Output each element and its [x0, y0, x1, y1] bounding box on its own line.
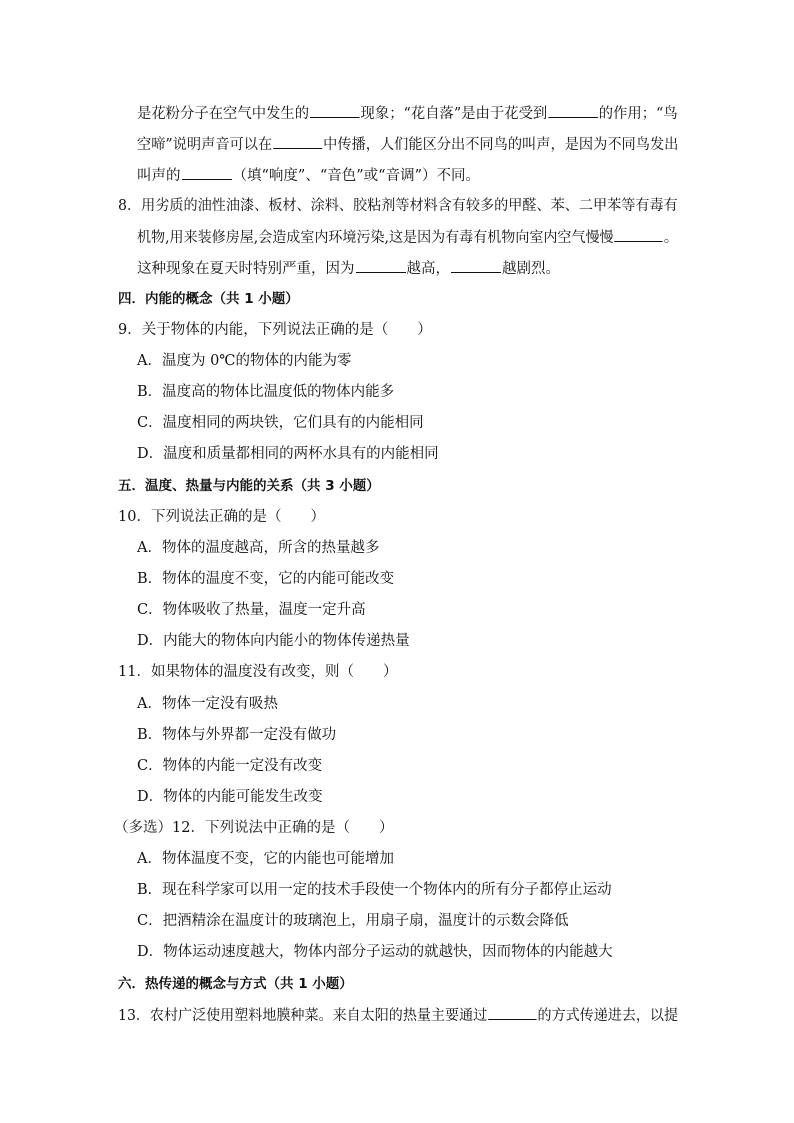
q11-option-a: A．物体一定没有吸热	[137, 696, 278, 712]
q9-option-d: D．温度和质量都相同的两杯水具有的内能相同	[137, 446, 439, 462]
q8-text: 。	[663, 230, 678, 246]
q11-option-b: B．物体与外界都一定没有做功	[137, 727, 337, 743]
q8-text: 越高，	[406, 261, 450, 277]
q7-text: 空啼”说明声音可以在	[137, 137, 273, 153]
q8-text: 越剧烈。	[502, 261, 560, 277]
q7-text: 的作用；“鸟	[598, 106, 678, 122]
q11-option-c: C．物体的内能一定没有改变	[137, 758, 323, 774]
q12-option-a: A．物体温度不变，它的内能也可能增加	[137, 851, 394, 867]
answer-blank	[548, 103, 597, 118]
q9-option-b: B．温度高的物体比温度低的物体内能多	[137, 384, 395, 400]
q7-line-1	[137, 103, 678, 124]
answer-blank	[615, 227, 663, 242]
q7-line-2	[137, 134, 678, 155]
q13-text: 13．农村广泛使用塑料地膜种菜。来自太阳的热量主要通过	[118, 1008, 488, 1024]
q12-option-d: D．物体运动速度越大，物体内部分子运动的就越快，因而物体的内能越大	[137, 944, 613, 960]
q7-text: 中传播，人们能区分出不同鸟的叫声，是因为不同鸟发出	[323, 137, 679, 153]
q9-option-c: C．温度相同的两块铁，它们具有的内能相同	[137, 415, 424, 431]
q7-text: 是花粉分子在空气中发生的	[137, 106, 310, 122]
q13-line-1	[118, 1005, 678, 1026]
q7-line-3	[137, 165, 480, 186]
answer-blank	[488, 1005, 536, 1020]
section-heading: 六．热传递的概念与方式（共 1 小题）	[118, 976, 353, 992]
section-heading: 五．温度、热量与内能的关系（共 3 小题）	[118, 478, 380, 494]
answer-blank	[310, 103, 359, 118]
q7-text: 叫声的	[137, 168, 181, 184]
answer-blank	[451, 258, 501, 273]
q13-text: 的方式传递进去，以提	[537, 1008, 679, 1024]
q12-option-b: B．现在科学家可以用一定的技术手段使一个物体内的所有分子都停止运动	[137, 882, 612, 898]
q10-option-c: C．物体吸收了热量，温度一定升高	[137, 602, 366, 618]
q12-stem: （多选）12．下列说法中正确的是（ ）	[114, 820, 394, 836]
q11-stem: 11．如果物体的温度没有改变，则（ ）	[118, 664, 398, 680]
q8-line-1: 8．用劣质的油性油漆、板材、涂料、胶粘剂等材料含有较多的甲醛、苯、二甲苯等有毒有	[118, 198, 678, 214]
section-heading: 四．内能的概念（共 1 小题）	[118, 291, 299, 307]
q8-text: 机物,用来装修房屋,会造成室内环境污染,这是因为有毒有机物向室内空气慢慢	[137, 230, 614, 246]
q11-option-d: D．物体的内能可能发生改变	[137, 789, 323, 805]
answer-blank	[356, 258, 406, 273]
q10-option-b: B．物体的温度不变，它的内能可能改变	[137, 571, 395, 587]
q7-text: 现象；“花自落”是由于花受到	[360, 106, 548, 122]
q10-option-d: D．内能大的物体向内能小的物体传递热量	[137, 633, 410, 649]
q10-option-a: A．物体的温度越高，所含的热量越多	[137, 540, 380, 556]
q7-text: （填“响度”、“音色”或“音调”）不同。	[232, 168, 480, 184]
answer-blank	[273, 134, 322, 149]
q8-text: 这种现象在夏天时特别严重，因为	[137, 261, 355, 277]
q12-option-c: C．把酒精涂在温度计的玻璃泡上，用扇子扇，温度计的示数会降低	[137, 913, 569, 929]
answer-blank	[182, 165, 232, 180]
q9-option-a: A．温度为 0℃的物体的内能为零	[137, 353, 352, 369]
q8-line-3	[137, 258, 560, 279]
q10-stem: 10．下列说法正确的是（ ）	[118, 509, 325, 525]
q9-stem: 9．关于物体的内能，下列说法正确的是（ ）	[118, 322, 432, 338]
q8-line-2	[137, 227, 678, 248]
